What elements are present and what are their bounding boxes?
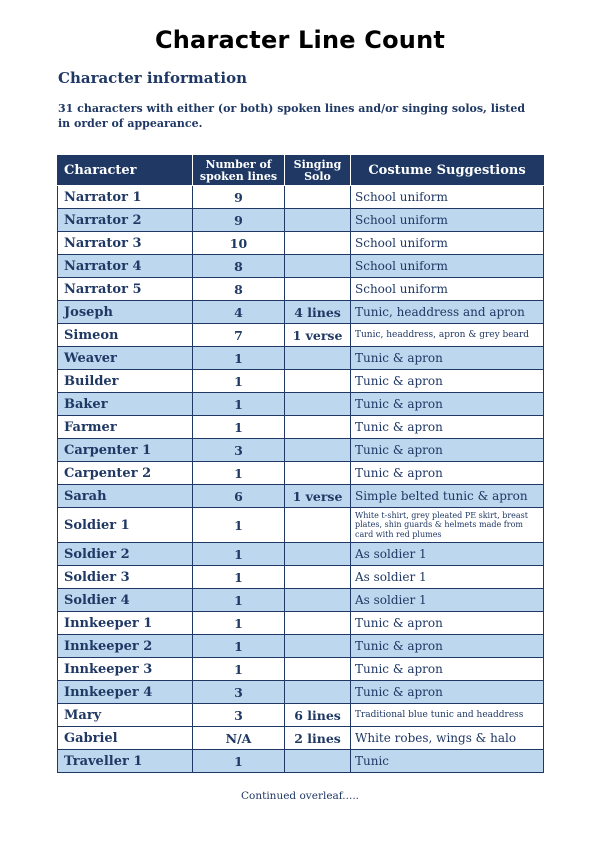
header-spoken-lines [193,156,285,186]
character-cell: Narrator 5 [58,278,193,301]
spoken-lines-cell: 1 [193,347,285,370]
table-row [58,347,544,370]
singing-solo-cell [285,393,351,416]
spoken-lines-cell: 1 [193,566,285,589]
singing-solo-cell [285,439,351,462]
singing-solo-cell [285,462,351,485]
table-row [58,209,544,232]
spoken-lines-cell: 6 [193,485,285,508]
character-cell: Soldier 2 [58,543,193,566]
singing-solo-cell [285,255,351,278]
costume-cell: As soldier 1 [351,589,544,612]
character-cell: Soldier 1 [58,508,193,543]
header-costume: Costume Suggestions [351,156,544,186]
costume-cell: As soldier 1 [351,543,544,566]
spoken-lines-cell: 1 [193,658,285,681]
costume-cell: School uniform [351,232,544,255]
spoken-lines-cell: 8 [193,255,285,278]
character-cell: Narrator 1 [58,186,193,209]
singing-solo-cell [285,635,351,658]
spoken-lines-cell: 1 [193,589,285,612]
table-row [58,543,544,566]
spoken-lines-cell: 7 [193,324,285,347]
singing-solo-cell [285,347,351,370]
costume-cell: Tunic & apron [351,658,544,681]
spoken-lines-cell: 1 [193,612,285,635]
header-singing-solo [285,156,351,186]
table-body [58,186,544,773]
costume-cell: Tunic & apron [351,439,544,462]
spoken-lines-cell: 1 [193,416,285,439]
costume-cell: School uniform [351,255,544,278]
character-cell: Baker [58,393,193,416]
character-cell: Weaver [58,347,193,370]
table-row [58,681,544,704]
singing-solo-cell [285,209,351,232]
character-cell: Builder [58,370,193,393]
character-cell: Carpenter 1 [58,439,193,462]
singing-solo-cell [285,589,351,612]
costume-cell: Simple belted tunic & apron [351,485,544,508]
spoken-lines-cell: 3 [193,681,285,704]
character-cell: Innkeeper 1 [58,612,193,635]
character-cell: Carpenter 2 [58,462,193,485]
table-row [58,508,544,543]
spoken-lines-cell: 1 [193,750,285,773]
header-character: Character [58,156,193,186]
table-row [58,301,544,324]
spoken-lines-cell: N/A [193,727,285,750]
costume-cell: Tunic & apron [351,612,544,635]
character-cell: Innkeeper 2 [58,635,193,658]
spoken-lines-cell: 1 [193,370,285,393]
costume-cell: School uniform [351,209,544,232]
costume-cell: Tunic, headdress, apron & grey beard [351,324,544,347]
costume-cell: Tunic & apron [351,462,544,485]
character-cell: Innkeeper 4 [58,681,193,704]
character-cell: Joseph [58,301,193,324]
section-heading: Character information [58,69,248,87]
costume-cell: Tunic & apron [351,635,544,658]
table-row [58,635,544,658]
costume-cell: Tunic & apron [351,393,544,416]
costume-cell: White robes, wings & halo [351,727,544,750]
table-row [58,255,544,278]
costume-cell: Tunic & apron [351,347,544,370]
character-cell: Innkeeper 3 [58,658,193,681]
costume-cell: School uniform [351,278,544,301]
table-row [58,612,544,635]
spoken-lines-cell: 1 [193,393,285,416]
singing-solo-cell [285,232,351,255]
table-row [58,393,544,416]
character-cell: Gabriel [58,727,193,750]
spoken-lines-cell: 1 [193,635,285,658]
character-cell: Narrator 4 [58,255,193,278]
character-table [57,155,544,773]
spoken-lines-cell: 1 [193,543,285,566]
header-spoken-lines-line1: Number of [205,157,272,171]
singing-solo-cell [285,370,351,393]
character-cell: Narrator 2 [58,209,193,232]
character-cell: Mary [58,704,193,727]
costume-cell: Tunic & apron [351,681,544,704]
page-title: Character Line Count [154,26,446,54]
costume-cell: Tunic & apron [351,370,544,393]
continued-note: Continued overleaf..... [240,790,359,802]
table-row [58,485,544,508]
table-row [58,232,544,255]
spoken-lines-cell: 9 [193,209,285,232]
table-row [58,278,544,301]
character-cell: Farmer [58,416,193,439]
table-row [58,727,544,750]
singing-solo-cell [285,750,351,773]
spoken-lines-cell: 3 [193,439,285,462]
singing-solo-cell [285,186,351,209]
header-singing-solo-line2: Solo [304,169,331,183]
character-cell: Sarah [58,485,193,508]
costume-cell: School uniform [351,186,544,209]
table-row [58,370,544,393]
spoken-lines-cell: 3 [193,704,285,727]
spoken-lines-cell: 10 [193,232,285,255]
singing-solo-cell [285,658,351,681]
table-row [58,704,544,727]
costume-cell: As soldier 1 [351,566,544,589]
singing-solo-cell [285,508,351,543]
table-row [58,750,544,773]
singing-solo-cell [285,416,351,439]
singing-solo-cell [285,566,351,589]
costume-cell: Tunic [351,750,544,773]
singing-solo-cell: 4 lines [285,301,351,324]
table-row [58,324,544,347]
table-row [58,186,544,209]
intro-text: 31 characters with either (or both) spoken lines and/or singing solos, listed in order of appearance. [58,102,526,130]
costume-cell: Traditional blue tunic and headdress [351,704,544,727]
table-row [58,566,544,589]
character-cell: Simeon [58,324,193,347]
character-cell: Traveller 1 [58,750,193,773]
table-row [58,658,544,681]
singing-solo-cell: 1 verse [285,485,351,508]
table-row [58,589,544,612]
character-cell: Soldier 3 [58,566,193,589]
spoken-lines-cell: 8 [193,278,285,301]
costume-cell: White t-shirt, grey pleated PE skirt, breast plates, shin guards & helmets made from card with red plumes [351,508,544,543]
header-singing-solo-line1: Singing [293,157,342,171]
table-header-row [58,156,544,186]
costume-cell: Tunic & apron [351,416,544,439]
singing-solo-cell: 2 lines [285,727,351,750]
costume-cell: Tunic, headdress and apron [351,301,544,324]
header-spoken-lines-line2: spoken lines [199,169,278,183]
spoken-lines-cell: 9 [193,186,285,209]
singing-solo-cell [285,278,351,301]
spoken-lines-cell: 4 [193,301,285,324]
table-row [58,416,544,439]
table-row [58,439,544,462]
table-row [58,462,544,485]
character-cell: Narrator 3 [58,232,193,255]
singing-solo-cell: 1 verse [285,324,351,347]
character-cell: Soldier 4 [58,589,193,612]
singing-solo-cell [285,612,351,635]
singing-solo-cell: 6 lines [285,704,351,727]
singing-solo-cell [285,543,351,566]
spoken-lines-cell: 1 [193,508,285,543]
spoken-lines-cell: 1 [193,462,285,485]
singing-solo-cell [285,681,351,704]
